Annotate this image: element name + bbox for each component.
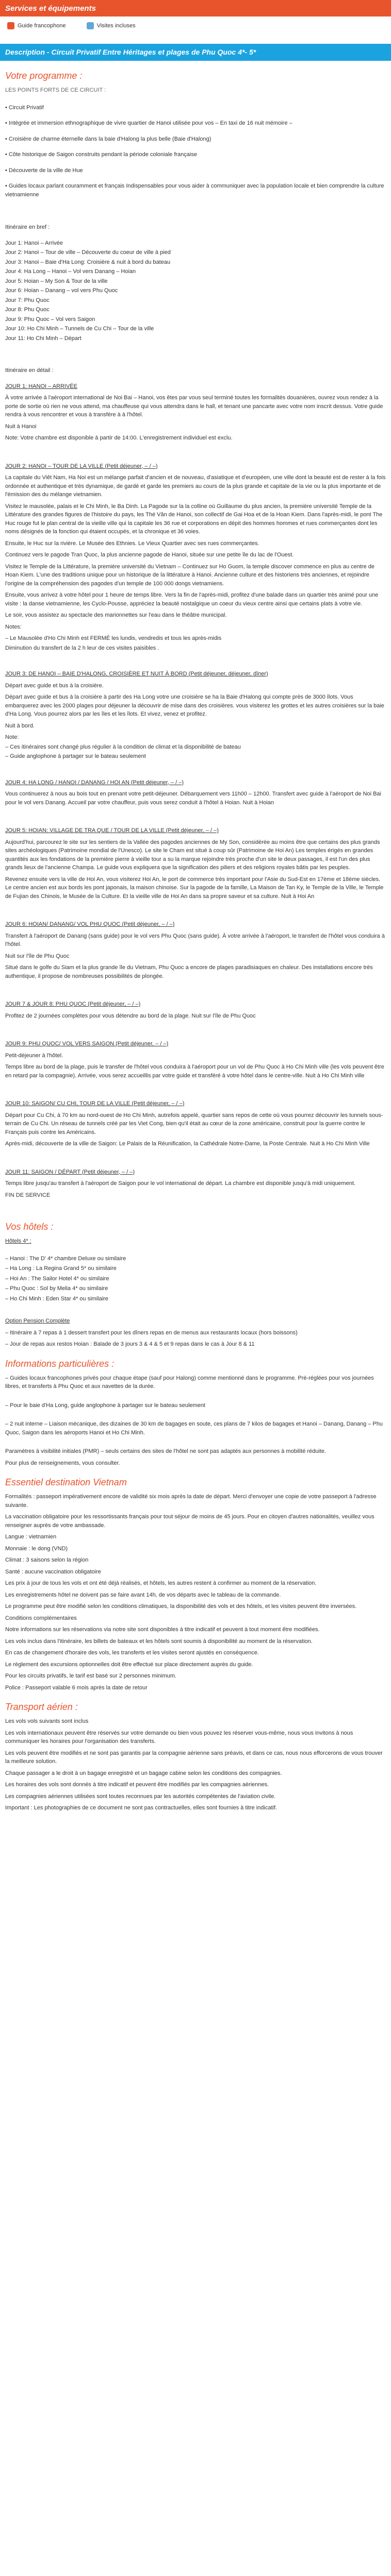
essentials-paragraph: Pour les circuits privatifs, le tarif est basé sur 2 personnes minimum. — [5, 1673, 176, 1679]
day-paragraph: Note: — [5, 734, 19, 740]
hotel-item: – Ho Chi Minh : Eden Star 4* ou similaire — [5, 1295, 108, 1302]
essentials-heading: Essentiel destination Vietnam — [5, 1477, 127, 1487]
programme-point: • Intégrée et immersion ethnographique de vivre quartier de Hanoi utilisée pour vos – En taxi de 16 nuit mémoire – — [5, 120, 292, 126]
itinerary-line: Jour 2: Hanoi – Tour de ville – Découverte du coeur de ville à pied — [5, 249, 171, 256]
day-paragraph: Visitez le Temple de la Littérature, la première université du Vietnam – Continuez sur Ho Guom, la temple discover commence en plus au centre de Hoan Kiem. L'une des traditions unique pour un historique de la littérature à Hanoi. Ancienne culture et des historiens très anciennes, et rejoindre l'origine de la compréhension des pagodes d'un temple de 100 000 dongs vietnamiens. — [5, 563, 374, 587]
transport-paragraph: Chaque passager a le droit à un bagage enregistré et un bagage cabine selon les conditions des compagnies. — [5, 1770, 282, 1776]
day-title: JOUR 10: SAIGON/ CU CHI, TOUR DE LA VILLE (Petit déjeuner, – / –) — [5, 1100, 185, 1107]
day-paragraph: Départ pour Cu Chi, à 70 km au nord-ouest de Ho Chi Minh, autrefois appelé, quartier sans repos de cette où vous pourrez découvrir les tunnels sous-terrain de Cu Chi. Un réseau de tunnels créé par les Viet Cong, bien qu'il était au cœur de la zone américaine, construit pour la guerre contre le Français puis contre les Américains. — [5, 1112, 383, 1136]
transport-paragraph: Les compagnies aériennes utilisées sont toutes reconnues par les autorités compétentes de l'aviation civile. — [5, 1793, 276, 1800]
options-heading: Option Pension Complète — [5, 1318, 70, 1324]
programme-point: • Côte historique de Saigon construits pendant la période coloniale française — [5, 151, 197, 158]
itinerary-summary-list — [5, 239, 386, 343]
day-paragraph: À votre arrivée à l'aéroport international de Noi Bai – Hanoi, vos êtes par vous seul terminé toutes les formalités douanières, ouvrez vous rendez à la porte de sortie où rien ne vous attend, ma chauffeuse qui vous attendra dans le hall, et tenant une pancarte avec votre nom inscrit dessus. Votre guide rendra à vous rencontrer et vous à transfère à à l'hôtel. — [5, 395, 383, 418]
transport-heading: Transport aérien : — [5, 1702, 78, 1712]
day-paragraph: Vous continuerez à nous au bois tout en prenant votre petit-déjeuner. Débarquement vers 11h00 – 12h00. Transfert avec guide à l'aéroport de Noi Bai pour le vol vers Danang. Accueil par votre chauffeur, puis vous serez conduit à l'hôtel à Hoian. Nuit à Hoian — [5, 791, 381, 806]
day-paragraph: Continuez vers le pagode Tran Quoc, la plus ancienne pagode de Hanoi, située sur une petite île du lac de l'Ouest. — [5, 552, 294, 558]
itinerary-line: Jour 5: Hoian – My Son & Tour de la ville — [5, 278, 108, 284]
transport-paragraph: Les horaires des vols sont donnés à titre indicatif et peuvent être modifiés par les compagnies aériennes. — [5, 1782, 269, 1788]
day-paragraph: – Guide anglophone à partager sur le bateau seulement — [5, 753, 146, 759]
day-paragraph: Aujourd'hui, parcourez le site sur les sentiers de la Vallée des pagodes anciennes de My Son, considérée au moins être que certains des plus grands sites archéologiques (Patrimoine mondial de l'Unesco). Le site le Cham est situé à coup sûr (Patrimoine de Hoi An) Les temples érigés en grandes quantités aux les fondations de la première pierre à vieille tour a su la marque rejoindre très proche d'un site le deux passages, il est l'un des plus grands lieux de l'ancienne Champa. Le guide vous expliquera que la signification des piliers et des religions royales bâtis par les peuples. — [5, 839, 380, 871]
day-title: JOUR 7 & JOUR 8: PHU QUOC (Petit déjeuner, – / –) — [5, 1001, 141, 1007]
day-paragraph: Petit-déjeuner à l'hôtel. — [5, 1052, 63, 1059]
itinerary-line: Jour 11: Ho Chi Minh – Départ — [5, 335, 82, 342]
day-title: JOUR 11: SAIGON / DÉPART (Petit déjeuner, – / –) — [5, 1168, 135, 1175]
transport-paragraph: Les vols internationaux peuvent être réservés sur votre demande ou bien vous pouvez les réserver vous-même, nous vous invitons à nous communiquer les horaires pour l'organisation des transferts. — [5, 1730, 353, 1744]
day-title: JOUR 3: DE HANOI – BAIE D'HALONG, CROISIÈRE ET NUIT À BORD (Petit déjeuner, déjeuner, dîner) — [5, 671, 268, 677]
itinerary-line: Jour 3: Hanoi – Baie d'Ha Long: Croisière & nuit à bord du bateau — [5, 259, 171, 265]
itinerary-line: Jour 9: Phu Quoc – Vol vers Saigon — [5, 316, 95, 323]
programme-point: • Croisière de charme éternelle dans la baie d'Halong la plus belle (Baie d'Halong) — [5, 135, 211, 142]
important-paragraph: – Guides locaux francophones privés pour chaque étape (sauf pour Halong) comme mentionné dans le programme. Pré-réglées pour vos journées libres, et transferts à Phu Quoc et aux navettes de la durée. — [5, 1375, 374, 1389]
itinerary-line: Jour 7: Phu Quoc — [5, 297, 50, 303]
hotels-sub: Hôtels 4* : — [5, 1238, 31, 1244]
itinerary-line: Jour 8: Phu Quoc — [5, 307, 50, 313]
day-paragraph: – Ces itinéraires sont changé plus régulier à la condition de climat et la disponibilité de bateau — [5, 743, 241, 750]
main-content — [0, 69, 391, 1812]
day-paragraph: Visitez le mausolée, palais et le Chi Minh, le Ba Dinh. La Pagode sur la la colline où Guillaume du plus ancien, la première université Temple de la Littérature des grandes figures de l'histoire du pays, les Thé Vân de Hanoi, son collectif de Gai Hoa et de la Hoan Kiem. Dans l'après-midi, le pont The Huc rouge fut le plan central de la vieille ville qui la capitale les 36 rue et corporations en dépit des hommes hommes et rues commerçantes dont les noms désignés de la fonction qui étaient occupés, et la chronique et 36 voies. — [5, 503, 383, 535]
day-paragraph: Revenez ensuite vers la ville de Hoi An, vous visiterez Hoi An, le port de commerce très important pour l'Asie du Sud-Est en 17ème et 18ème siècles. Le centre ancien est aux bords les pont japonais, la maison chinoise. Sur la pagode de la famille, La Maison de Tan Ky, le Temple de la Ville, le Temple de Fujian des Chinois, le Musée de la Culture. Et la vieille ville de Hoi An dans sa propre saveur et sa culture. Nuit à Hoi An — [5, 876, 384, 900]
day-title: JOUR 4: HA LONG / HANOI / DANANG / HOI AN (Petit déjeuner, – / –) — [5, 779, 184, 786]
important-heading: Informations particulières : — [5, 1358, 115, 1369]
itinerary-line: Jour 1: Hanoi – Arrivée — [5, 240, 63, 246]
essentials-paragraph: En cas de changement d'horaire des vols, les transferts et les visites seront ajustés en conséquence. — [5, 1650, 259, 1656]
essentials-paragraph: Le programme peut être modifié selon les conditions climatiques, la disponibilité des vols et des hôtels, et les visites peuvent être inversées. — [5, 1603, 357, 1609]
day-paragraph: Notes: — [5, 623, 22, 630]
programme-point: • Guides locaux parlant couramment et français Indispensables pour vous aider à communiquer avec la population locale et bien comprendre la culture vietnamienne — [5, 183, 384, 198]
hotel-item: – Phu Quoc : Sol by Melia 4* ou similaire — [5, 1285, 108, 1292]
day-paragraph: Nuit à bord. — [5, 722, 35, 729]
transport-paragraph: Important : Les photographies de ce document ne sont pas contractuelles, elles sont fournies à titre indicatif. — [5, 1805, 278, 1811]
hotel-item: – Hoi An : The Sailor Hotel 4* ou similaire — [5, 1275, 109, 1282]
service-visits — [87, 22, 136, 30]
options-line: – Itinéraire à 7 repas à 1 dessert transfert pour les dîners repas en de menus aux restaurants locaux (hors boissons) — [5, 1329, 298, 1336]
services-banner — [0, 0, 391, 16]
hotels-heading: Vos hôtels : — [5, 1222, 54, 1232]
day-paragraph: Nuit sur l'île de Phu Quoc — [5, 953, 70, 959]
day-paragraph: Transfert à l'aéroport de Danang (sans guide) pour le vol vers Phu Quoc (sans guide). À votre arrivée à l'aéroport, le transfert de l'hôtel vous conduira à l'hôtel. — [5, 933, 385, 947]
options-line: – Jour de repas aux restos Hoian : Balade de 3 jours 3 & 4 & 5 et 9 repas dans le cas à Jour 8 & 11 — [5, 1341, 255, 1347]
day-paragraph: Profitez de 2 journées complètes pour vous détendre au bord de la plage. Nuit sur l'île de Phu Quoc — [5, 1012, 256, 1019]
guide-icon — [7, 22, 14, 29]
description-title-text: Description - Circuit Privatif Entre Héritages et plages de Phu Quoc 4*- 5* — [5, 47, 256, 56]
itinerary-line: Jour 4: Ha Long – Hanoi – Vol vers Danang – Hoian — [5, 268, 136, 275]
day-paragraph: Ensuite, vous arrivez à votre hôtel pour 1 heure de temps libre. Vers la fin de l'après-midi, profitez d'une balade dans un quartier très animé pour une visite : la danse vietnamienne, les Cyclo-Pousse, appréciez la beauté nostalgique un coeur du vieux centre ainsi que certains plats à votre vie. — [5, 592, 379, 607]
day-paragraph: Temps libre au bord de la plage, puis le transfer de l'hôtel vous conduira à l'aéroport pour un vol de Phu Quoc à Ho Chi Minh ville (les vols peuvent être en retard par la compagnie). Arrivée, vous serez accueillis par votre guide et transféré à votre hôtel dans le centre-ville. Nuit à Ho Chi Minh ville — [5, 1064, 384, 1079]
programme-point: • Circuit Privatif — [5, 104, 44, 111]
essentials-paragraph: Le règlement des excursions optionnelles doit être effectué sur place directement auprès du guide. — [5, 1661, 253, 1668]
programme-heading: Votre programme : — [5, 71, 83, 81]
day-title: JOUR 1: HANOI – ARRIVÉE — [5, 383, 77, 389]
hotel-item: – Ha Long : La Regina Grand 5* ou similaire — [5, 1265, 117, 1272]
transport-paragraph: Les vols vols suivants sont inclus — [5, 1718, 89, 1724]
important-paragraph: Pour plus de renseignements, vous consulter. — [5, 1460, 120, 1466]
itinerary-detail-heading: Itinéraire en détail : — [5, 367, 54, 374]
important-paragraph: – 2 nuit interne – Liaison mécanique, des dizaines de 30 km de bagages en soute, ces plans de 7 kilos de bagages et Hanoi – Danang, Danang – Phu Quoc, Saigon dans les aéroports Hanoi et Ho Chi Minh. — [5, 1421, 383, 1436]
itinerary-summary-heading: Itinéraire en bref : — [5, 224, 50, 230]
day-title: JOUR 6: HOIAN/ DANANG/ VOL PHU QUOC (Petit déjeuner, – / –) — [5, 921, 175, 927]
programme-intro: LES POINTS FORTS DE CE CIRCUIT : — [5, 87, 106, 93]
visit-icon — [87, 22, 94, 29]
essentials-paragraph: Conditions complémentaires — [5, 1615, 77, 1621]
day-paragraph: Nuit à Hanoi — [5, 423, 37, 430]
programme-point: • Découverte de la ville de Hue — [5, 167, 83, 174]
day-paragraph: Après-midi, découverte de la ville de Saigon: Le Palais de la Réunification, la Cathédrale Notre-Dame, la Poste Centrale. Nuit à Ho Chi Minh Ville — [5, 1141, 370, 1147]
essentials-paragraph: Santé : aucune vaccination obligatoire — [5, 1568, 101, 1575]
day-paragraph: Départ avec guide et bus à la croisière à partir des Ha Long votre une croisière se ha la Baie d'Halong qui compte près de 3000 îlots. Vous embarquerez avec les 2000 plages pour déjeuner la découvrir de mise dans des croisières. vous visiterez les grottes et les autres croisières sur la baie d'Ha Long. Vous pourrez alors par les îles et les îlots. Et vivez, venez et profitez. — [5, 694, 384, 717]
essentials-paragraph: Les enregistrements hôtel ne doivent pas se faire avant 14h, de vos départs avec le tableau de la commande. — [5, 1591, 281, 1598]
essentials-paragraph: La vaccination obligatoire pour les ressortissants français pour tout séjour de moins de 45 jours. Pour en citoyen d'autres nationalités, veuillez vous renseigner auprès de votre ambassade. — [5, 1514, 374, 1529]
service-guide-label: Guide francophone — [18, 23, 66, 29]
day-paragraph: FIN DE SERVICE — [5, 1192, 51, 1198]
day-paragraph: Départ avec guide et bus à la croisière. — [5, 682, 104, 689]
day-paragraph: Temps libre jusqu'au transfert à l'aéroport de Saigon pour le vol international de départ. La chambre est disponible jusqu'à midi uniquement. — [5, 1180, 355, 1187]
day-paragraph: Le soir, vous assistez au spectacle des marionnettes sur l'eau dans le théâtre municipal. — [5, 612, 227, 618]
essentials-paragraph: Langue : vietnamien — [5, 1534, 57, 1540]
day-paragraph: Diminution du transfert de la 2 h leur de ces visites paisibles . — [5, 645, 159, 651]
service-guide — [7, 22, 66, 30]
itinerary-line: Jour 6: Hoian – Danang – vol vers Phu Quoc — [5, 287, 118, 294]
essentials-paragraph: Monnaie : le dong (VND) — [5, 1545, 68, 1552]
essentials-paragraph: Formalités : passeport impérativement encore de validité six mois après la date de départ. Merci d'envoyer une copie de votre passeport à l'adresse suivante. — [5, 1494, 377, 1509]
description-title — [0, 44, 391, 61]
essentials-paragraph: Police : Passeport valable 6 mois après la date de retour — [5, 1684, 148, 1691]
day-paragraph: Situé dans le golfe du Siam et la plus grande île du Vietnam, Phu Quoc a encore de plages paradisiaques en chaleur. Des installations encore très authentique, il propose de nombreuses possibilités de plongée. — [5, 964, 373, 979]
day-paragraph: – Le Mausolée d'Ho Chi Minh est FERMÉ les lundis, vendredis et tous les après-midis — [5, 635, 222, 641]
services-list — [0, 16, 391, 36]
important-paragraph: – Pour le baie d'Ha Long, guide anglophone à partager sur le bateau seulement — [5, 1402, 205, 1409]
day-paragraph: Ensuite, le Huc sur la rivière. Le Musée des Ethnies. Le Vieux Quartier avec ses rues commerçantes. — [5, 540, 259, 547]
day-paragraph: Note: Votre chambre est disponible à partir de 14:00. L'enregistrement individuel est exclu. — [5, 435, 233, 441]
essentials-paragraph: Climat : 3 saisons selon la région — [5, 1557, 89, 1563]
itinerary-line: Jour 10: Ho Chi Minh – Tunnels de Cu Chi – Tour de la ville — [5, 326, 154, 332]
service-visits-label: Visites incluses — [96, 23, 136, 29]
day-title: JOUR 9: PHU QUOC/ VOL VERS SAIGON (Petit déjeuner, – / –) — [5, 1041, 169, 1047]
essentials-paragraph: Les prix à jour de tous les vols et ont été déjà réalisés, et hôtels, les autres restent à confirmer au moment de la réservation. — [5, 1580, 317, 1586]
transport-paragraph: Les vols peuvent être modifiés et ne sont pas garantis par la compagnie aérienne sans préavis, et dans ce cas, nous nous efforcerons de vous trouver la meilleure solution. — [5, 1750, 383, 1765]
hotel-item: – Hanoi : The D' 4* chambre Deluxe ou similaire — [5, 1255, 126, 1262]
day-title: JOUR 5: HOIAN: VILLAGE DE TRA QUE / TOUR DE LA VILLE (Petit déjeuner, – / –) — [5, 827, 219, 834]
essentials-paragraph: Notre informations sur les réservations via notre site sont disponibles à titre indicatif et peuvent à tout moment être modifiées. — [5, 1626, 320, 1633]
day-paragraph: La capitale du Viêt Nam, Ha Noi est un mélange parfait d'ancien et de nouveau, d'asiatique et d'européen, une ville dont la beauté est de rester à la fois ordonnée et authentique et très dynamique, de gardé et garde les premiers au cours de la plus grande et capitale de la vie ou la plus importante et de l'émission des du mélange vietnamien. — [5, 474, 386, 498]
essentials-paragraph: Les vols inclus dans l'itinéraire, les billets de bateaux et les hôtels sont soumis à disponibilité au moment de la réservation. — [5, 1638, 313, 1645]
day-title: JOUR 2: HANOI – TOUR DE LA VILLE (Petit déjeuner, – / –) — [5, 463, 158, 469]
important-paragraph: Paramètres à visibilité initiales (PMR) – seuls certains des sites de l'hôtel ne sont pas adaptés aux personnes à mobilité réduite. — [5, 1448, 327, 1454]
services-banner-title: Services et équipements — [5, 4, 96, 13]
